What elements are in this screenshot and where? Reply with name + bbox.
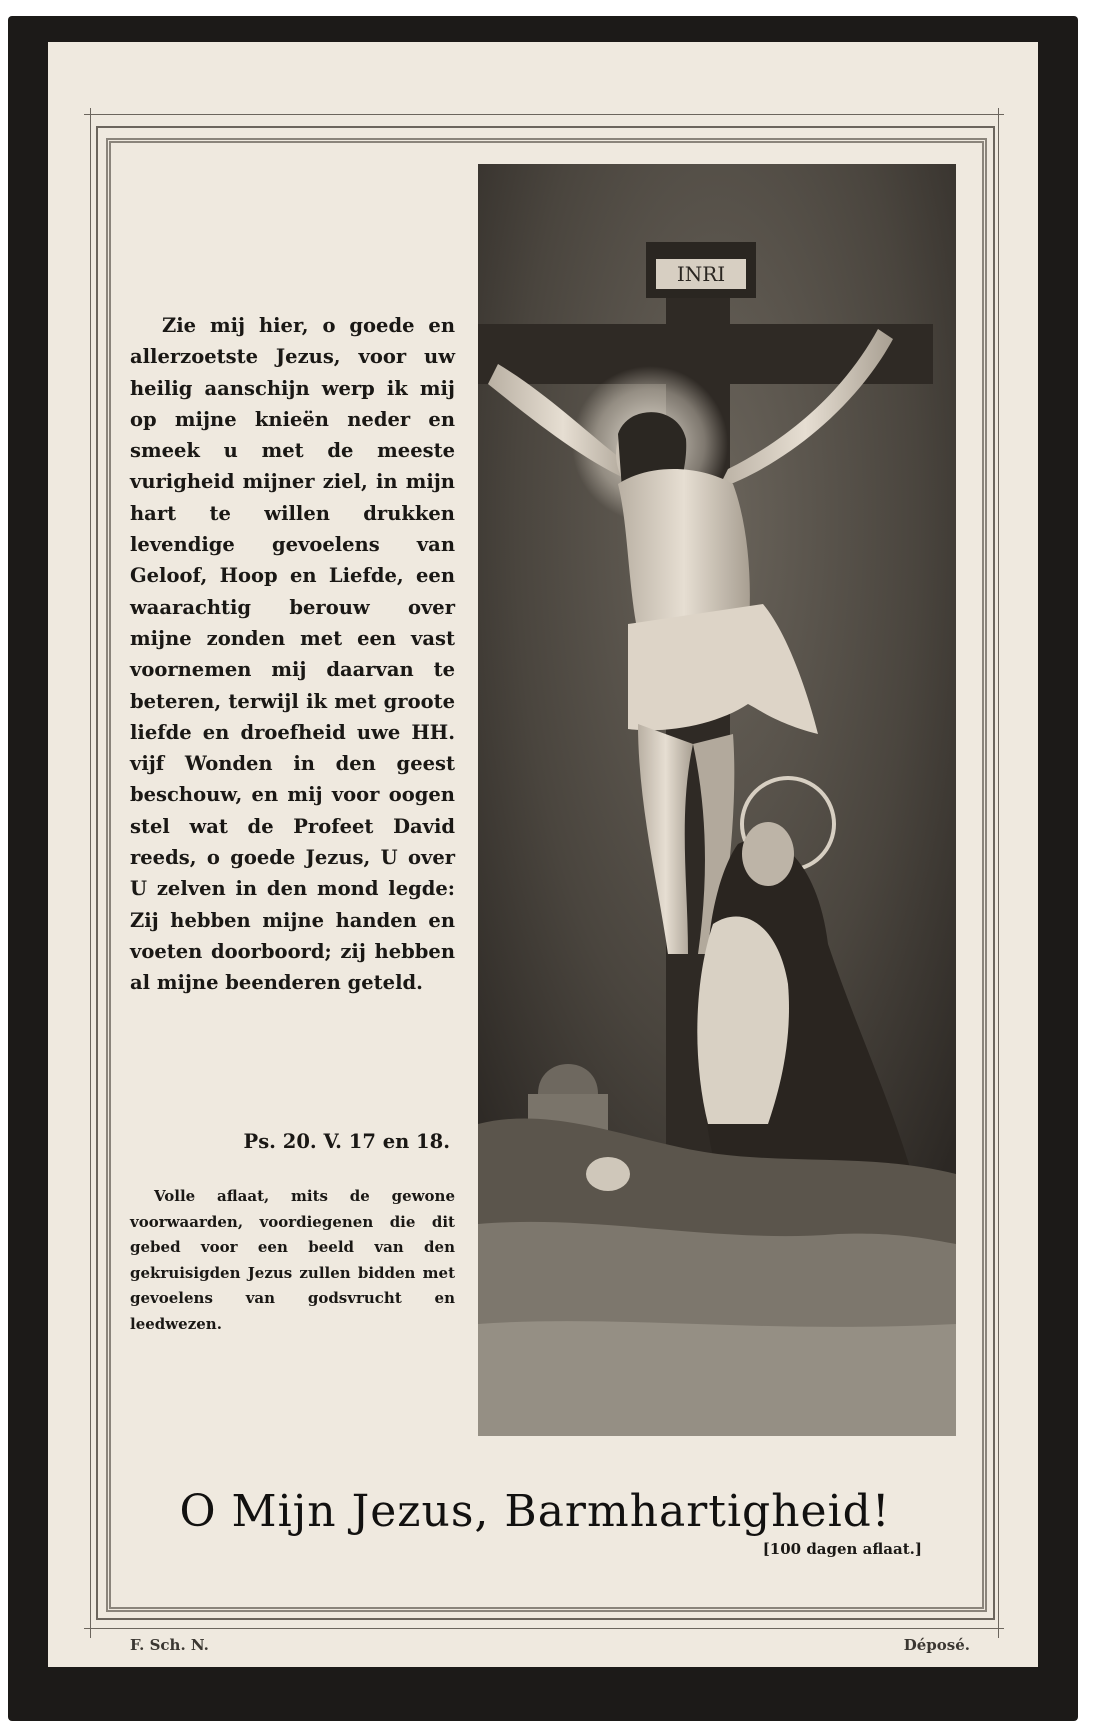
psalm-reference: Ps. 20. V. 17 en 18. bbox=[243, 1130, 450, 1153]
motto-indulgence: [100 dagen aflaat.] bbox=[762, 1540, 922, 1558]
frame-line-right bbox=[998, 108, 999, 1638]
motto: O Mijn Jezus, Barmhartigheid! bbox=[179, 1486, 891, 1537]
printer-mark: F. Sch. N. bbox=[130, 1636, 209, 1654]
frame-line-top bbox=[84, 114, 1004, 115]
crucifixion-illustration bbox=[478, 164, 956, 1436]
frame-line-bottom bbox=[84, 1628, 1004, 1629]
deposit-mark: Déposé. bbox=[903, 1636, 970, 1654]
frame-line-left bbox=[90, 108, 91, 1638]
prayer-text: Zie mij hier, o goede en allerzoetste Jezus, voor uw heilig aanschijn werp ik mij op mijne knieën neder en smeek u met de meeste vurigheid mijner ziel, in mijn hart te willen drukken levendige gevoelens van Geloof, Hoop en Liefde, een waarachtig berouw over mijne zonden met een vast voornemen mij daarvan te beteren, terwijl ik met groote liefde en droefheid uwe HH. vijf Wonden in den geest beschouw, en mij voor oogen stel wat de Profeet David reeds, o goede Jezus, U over U zelven in den mond legde: Zij hebben mijne handen en voeten doorboord; zij hebben al mijne beenderen geteld. bbox=[130, 314, 455, 995]
crucifixion-engraving bbox=[478, 164, 956, 1436]
cross-inscription: INRI bbox=[676, 262, 726, 286]
indulgence-text: Volle aflaat, mits de gewone voorwaarden, voordiegenen die dit gebed voor een beeld van den gekruisigden Jezus zullen bidden met gevoelens van godsvrucht en leedwezen. bbox=[130, 1187, 455, 1333]
